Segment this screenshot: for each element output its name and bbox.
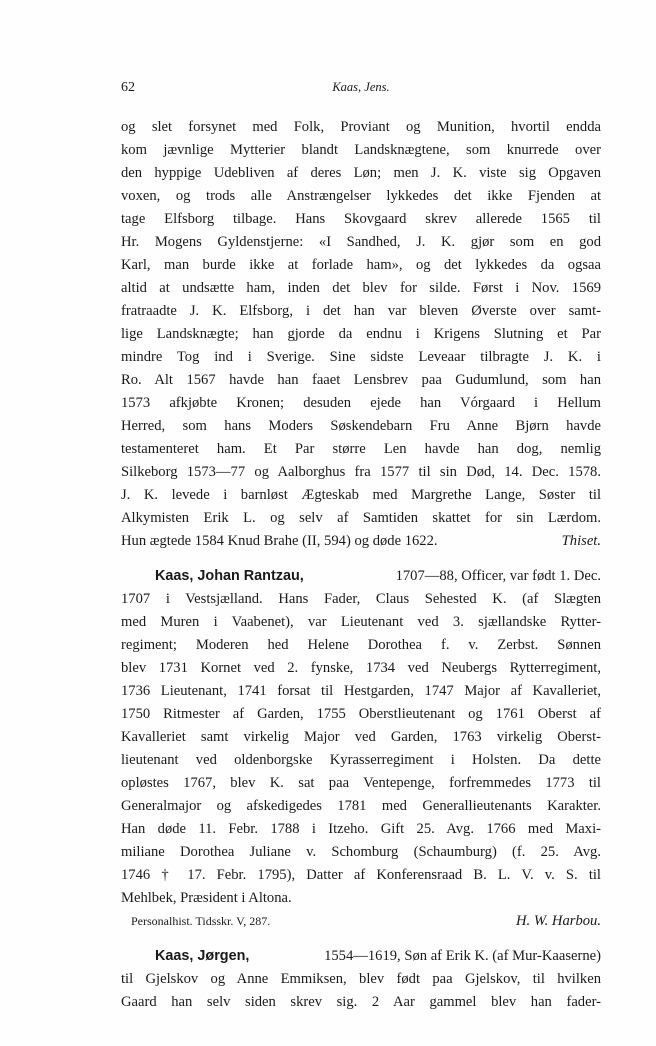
page-header bbox=[121, 80, 601, 100]
text-line: 1746 † 17. Febr. 1795), Datter af Konferensraad B. L. V. v. S. til bbox=[121, 867, 601, 883]
text-line-with-signature bbox=[121, 529, 601, 553]
text-line: miliane Dorothea Juliane v. Schomburg (Schaumburg) (f. 25. Avg. bbox=[121, 844, 601, 860]
text-line: 1736 Lieutenant, 1741 forsat til Hestgarden, 1747 Major af Kavalleriet, bbox=[121, 683, 601, 699]
text-line: opløstes 1767, blev K. sat paa Ventepenge, forfremmedes 1773 til bbox=[121, 775, 601, 791]
page-number: 62 bbox=[121, 80, 135, 95]
entry-heading: Kaas, Johan Rantzau, bbox=[155, 568, 304, 584]
text-line: den hyppige Udebliven af deres Løn; men J. K. viste sig Opgaven bbox=[121, 165, 601, 181]
text-line: og slet forsynet med Folk, Proviant og Munition, hvortil endda bbox=[121, 119, 601, 135]
text-line: testamenteret ham. Et Par større Len havde han dog, nemlig bbox=[121, 441, 601, 457]
text-line: med Muren i Vaabenet), var Lieutenant ved 3. sjællandske Rytter- bbox=[121, 614, 601, 630]
text-line: Hun ægtede 1584 Knud Brahe (II, 594) og døde 1622. bbox=[121, 533, 438, 549]
text-line: tage Elfsborg tilbage. Hans Skovgaard skrev allerede 1565 til bbox=[121, 211, 601, 227]
text-line: 1554—1619, Søn af Erik K. (af Mur-Kaaserne) bbox=[324, 948, 601, 964]
text-line: voxen, og trods alle Anstrængelser lykkedes det ikke Fjenden at bbox=[121, 188, 601, 204]
source-line bbox=[121, 909, 601, 933]
text-line: Silkeborg 1573—77 og Aalborghus fra 1577 til sin Død, 14. Dec. 1578. bbox=[121, 464, 601, 480]
text-line: blev 1731 Kornet ved 2. fynske, 1734 ved Neubergs Rytterregiment, bbox=[121, 660, 601, 676]
text-line: regiment; Moderen hed Helene Dorothea f. v. Zerbst. Sønnen bbox=[121, 637, 601, 653]
text-line: altid at undsætte ham, inden det blev for silde. Først i Nov. 1569 bbox=[121, 280, 601, 296]
text-line: Gaard han selv siden skrev sig. 2 Aar gammel blev han fader- bbox=[121, 994, 601, 1010]
text-line: Herred, som hans Moders Søskendebarn Fru Anne Bjørn havde bbox=[121, 418, 601, 434]
text-line: Ro. Alt 1567 havde han faaet Lensbrev paa Gudumlund, som han bbox=[121, 372, 601, 388]
running-title: Kaas, Jens. bbox=[332, 80, 390, 94]
text-line: 1750 Ritmester af Garden, 1755 Oberstlieutenant og 1761 Oberst af bbox=[121, 706, 601, 722]
text-line: til Gjelskov og Anne Emmiksen, blev født paa Gjelskov, til hvilken bbox=[121, 971, 601, 987]
author-signature: Thiset. bbox=[561, 533, 601, 549]
source-reference: Personalhist. Tidsskr. V, 287. bbox=[131, 914, 271, 928]
text-line: 1707 i Vestsjælland. Hans Fader, Claus Sehested K. (af Slægten bbox=[121, 591, 601, 607]
entry-heading: Kaas, Jørgen, bbox=[155, 948, 250, 964]
text-line: lieutenant ved oldenborgske Kyrasserregiment i Holsten. Da dette bbox=[121, 752, 601, 768]
text-line: Mehlbek, Præsident i Altona. bbox=[121, 890, 292, 906]
text-line: Alkymisten Erik L. og selv af Samtiden skattet for sin Lærdom. bbox=[121, 510, 601, 526]
text-line: lige Landsknægte; han gjorde da endnu i Krigens Slutning et Par bbox=[121, 326, 601, 342]
text-line: kom jævnlige Mytterier blandt Landsknægtene, som knurrede over bbox=[121, 142, 601, 158]
text-line: fratraadte J. K. Elfsborg, i det han var bleven Øverste over samt- bbox=[121, 303, 601, 319]
text-line: Kavalleriet samt virkelig Major ved Garden, 1763 virkelig Oberst- bbox=[121, 729, 601, 745]
text-line: 1573 afkjøbte Kronen; desuden ejede han Vórgaard i Hellum bbox=[121, 395, 601, 411]
text-line: Karl, man burde ikke at forlade ham», og det lykkedes da ogsaa bbox=[121, 257, 601, 273]
text-line: mindre Tog ind i Sverige. Sine sidste Leveaar tilbragte J. K. i bbox=[121, 349, 601, 365]
text-line: J. K. levede i barnløst Ægteskab med Margrethe Lange, Søster til bbox=[121, 487, 601, 503]
text-line: Generalmajor og afskedigedes 1781 med Generallieutenants Karakter. bbox=[121, 798, 601, 814]
text-line: Han døde 11. Febr. 1788 i Itzeho. Gift 25. Avg. 1766 med Maxi- bbox=[121, 821, 601, 837]
entry-heading-line bbox=[155, 564, 601, 588]
author-signature: H. W. Harbou. bbox=[515, 913, 601, 929]
entry-heading-line bbox=[155, 944, 601, 968]
text-line: Hr. Mogens Gyldenstjerne: «I Sandhed, J. K. gjør som en god bbox=[121, 234, 601, 250]
text-line: 1707—88, Officer, var født 1. Dec. bbox=[395, 568, 601, 584]
